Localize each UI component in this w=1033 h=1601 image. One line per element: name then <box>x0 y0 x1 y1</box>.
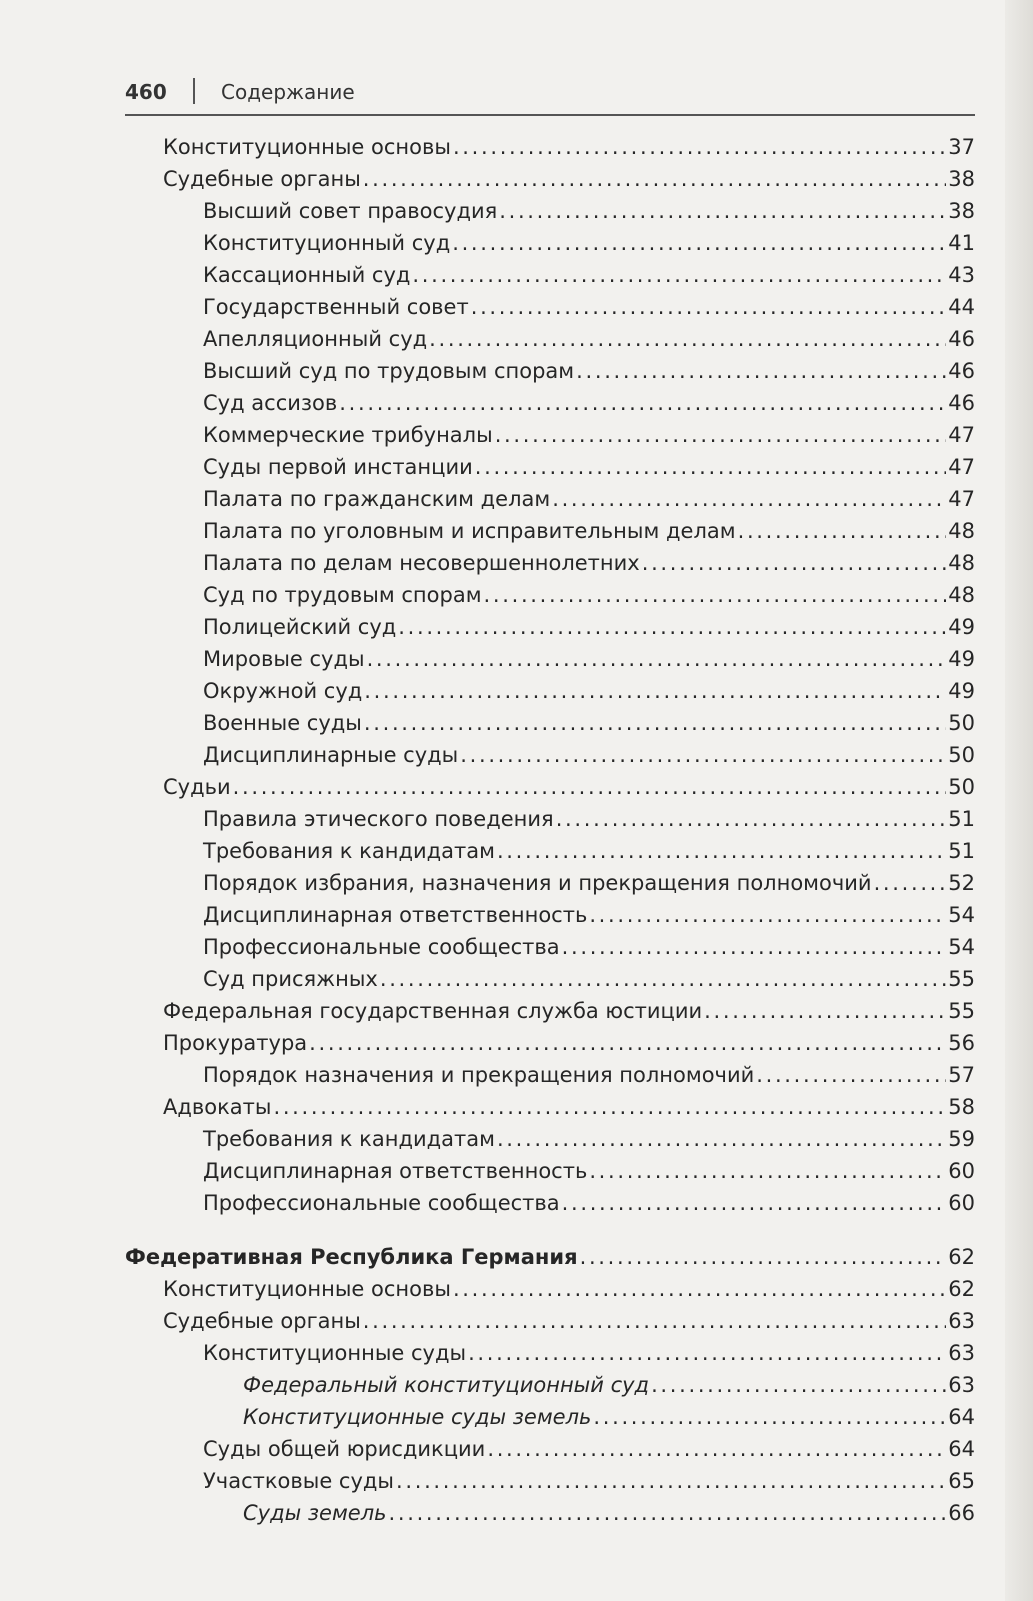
toc-entry <box>125 291 975 323</box>
toc-dot-leader <box>756 1059 946 1091</box>
toc-entry-page-number: 57 <box>948 1063 975 1087</box>
toc-entry-title: Порядок назначения и прекращения полномочий <box>203 1063 755 1087</box>
toc-entry <box>125 1091 975 1123</box>
toc-entry-title: Конституционные суды земель <box>243 1405 592 1429</box>
toc-entry <box>125 1465 975 1497</box>
toc-dot-leader <box>576 355 946 387</box>
toc-entry <box>125 963 975 995</box>
toc-entry-title: Суд присяжных <box>203 967 378 991</box>
toc-dot-leader <box>556 803 947 835</box>
toc-entry-title: Высший совет правосудия <box>203 199 498 223</box>
toc-entry-title: Высший суд по трудовым спорам <box>203 359 575 383</box>
toc-entry <box>125 899 975 931</box>
toc-entry-title: Требования к кандидатам <box>203 1127 495 1151</box>
toc-entry-page-number: 46 <box>948 391 975 415</box>
toc-entry-title: Федеральная государственная служба юстиции <box>163 999 703 1023</box>
toc-entry-page-number: 51 <box>948 807 975 831</box>
toc-dot-leader <box>704 995 946 1027</box>
toc-entry <box>125 1027 975 1059</box>
toc-entry-title: Полицейский суд <box>203 615 397 639</box>
toc-dot-leader <box>412 259 946 291</box>
toc-entry <box>125 675 975 707</box>
toc-dot-leader <box>484 579 947 611</box>
toc-entry-title: Участковые суды <box>203 1469 395 1493</box>
toc-dot-leader <box>580 1241 947 1273</box>
toc-dot-leader <box>364 675 946 707</box>
toc-dot-leader <box>562 931 947 963</box>
toc-entry-title: Палата по делам несовершеннолетних <box>203 551 640 575</box>
toc-entry <box>125 1369 975 1401</box>
header-divider <box>193 78 195 104</box>
toc-entry-page-number: 62 <box>948 1245 975 1269</box>
toc-entry-title: Суд по трудовым спорам <box>203 583 482 607</box>
toc-entry-page-number: 48 <box>948 583 975 607</box>
toc-dot-leader <box>453 1273 946 1305</box>
toc-entry <box>125 771 975 803</box>
toc-entry-title: Правила этического поведения <box>203 807 554 831</box>
toc-dot-leader <box>471 291 947 323</box>
toc-entry-title: Суды земель <box>243 1501 387 1525</box>
toc-entry-title: Судебные органы <box>163 167 361 191</box>
toc-entry-page-number: 55 <box>948 967 975 991</box>
toc-entry-page-number: 52 <box>948 871 975 895</box>
toc-dot-leader <box>651 1369 946 1401</box>
toc-entry-page-number: 47 <box>948 455 975 479</box>
toc-entry-page-number: 38 <box>948 167 975 191</box>
toc-entry <box>125 1273 975 1305</box>
toc-entry <box>125 867 975 899</box>
toc-entry <box>125 643 975 675</box>
toc-entry-page-number: 50 <box>948 711 975 735</box>
toc-entry-title: Апелляционный суд <box>203 327 428 351</box>
toc-entry-page-number: 50 <box>948 775 975 799</box>
toc-entry-page-number: 66 <box>948 1501 975 1525</box>
toc-entry <box>125 1187 975 1219</box>
toc-entry-title: Суд ассизов <box>203 391 338 415</box>
toc-entry-title: Суды общей юрисдикции <box>203 1437 486 1461</box>
toc-dot-leader <box>452 227 946 259</box>
toc-entry-page-number: 48 <box>948 519 975 543</box>
toc-entry-title: Кассационный суд <box>203 263 411 287</box>
toc-entry-page-number: 49 <box>948 679 975 703</box>
toc-entry <box>125 131 975 163</box>
toc-dot-leader <box>738 515 947 547</box>
page-number: 460 <box>125 80 167 104</box>
toc-entry <box>125 1155 975 1187</box>
toc-entry-title: Профессиональные сообщества <box>203 1191 560 1215</box>
toc-entry-title: Коммерческие трибуналы <box>203 423 493 447</box>
toc-entry-title: Конституционные основы <box>163 1277 451 1301</box>
toc-dot-leader <box>468 1337 946 1369</box>
toc-entry-page-number: 63 <box>948 1373 975 1397</box>
toc-chapter-entry <box>125 1241 975 1273</box>
toc-entry-title: Палата по гражданским делам <box>203 487 551 511</box>
toc-entry-page-number: 54 <box>948 935 975 959</box>
toc-dot-leader <box>364 707 946 739</box>
toc-entry-page-number: 58 <box>948 1095 975 1119</box>
toc-entry-title: Дисциплинарная ответственность <box>203 903 588 927</box>
toc-entry <box>125 1337 975 1369</box>
toc-entry-page-number: 46 <box>948 359 975 383</box>
toc-dot-leader <box>339 387 946 419</box>
toc-dot-leader <box>593 1401 946 1433</box>
toc-entry <box>125 1401 975 1433</box>
toc-entry <box>125 259 975 291</box>
toc-entry <box>125 1305 975 1337</box>
toc-dot-leader <box>363 163 946 195</box>
toc-dot-leader <box>562 1187 947 1219</box>
toc-entry-title: Адвокаты <box>163 1095 272 1119</box>
toc-entry-page-number: 63 <box>948 1309 975 1333</box>
section-title: Содержание <box>221 80 355 104</box>
toc-entry <box>125 547 975 579</box>
toc-entry-page-number: 64 <box>948 1405 975 1429</box>
toc-entry-page-number: 41 <box>948 231 975 255</box>
toc-entry-title: Дисциплинарная ответственность <box>203 1159 588 1183</box>
toc-entry-title: Конституционные основы <box>163 135 451 159</box>
toc-entry-title: Военные суды <box>203 711 362 735</box>
toc-entry <box>125 803 975 835</box>
toc-entry-page-number: 56 <box>948 1031 975 1055</box>
toc-entry-page-number: 49 <box>948 615 975 639</box>
toc-entry <box>125 195 975 227</box>
toc-dot-leader <box>396 1465 946 1497</box>
toc-entry <box>125 355 975 387</box>
toc-entry <box>125 163 975 195</box>
toc-dot-leader <box>589 899 946 931</box>
toc-dot-leader <box>874 867 947 899</box>
toc-dot-leader <box>367 643 947 675</box>
toc-entry-page-number: 60 <box>948 1159 975 1183</box>
toc-dot-leader <box>497 835 946 867</box>
toc-dot-leader <box>497 1123 946 1155</box>
toc-entry-title: Окружной суд <box>203 679 363 703</box>
toc-entry-page-number: 63 <box>948 1341 975 1365</box>
toc-entry-page-number: 37 <box>948 135 975 159</box>
toc-entry-page-number: 47 <box>948 423 975 447</box>
toc-entry <box>125 515 975 547</box>
toc-entry <box>125 931 975 963</box>
toc-dot-leader <box>453 131 946 163</box>
toc-entry-title: Палата по уголовным и исправительным делам <box>203 519 736 543</box>
toc-entry-page-number: 59 <box>948 1127 975 1151</box>
toc-entry <box>125 419 975 451</box>
toc-dot-leader <box>475 451 947 483</box>
toc-dot-leader <box>363 1305 946 1337</box>
toc-entry-title: Прокуратура <box>163 1031 308 1055</box>
toc-entry-page-number: 64 <box>948 1437 975 1461</box>
toc-entry <box>125 323 975 355</box>
toc-entry-page-number: 48 <box>948 551 975 575</box>
toc-entry <box>125 1059 975 1091</box>
toc-entry <box>125 579 975 611</box>
toc-dot-leader <box>389 1497 947 1529</box>
toc-entry-title: Дисциплинарные суды <box>203 743 459 767</box>
toc-entry-title: Порядок избрания, назначения и прекращения полномочий <box>203 871 872 895</box>
toc-entry-title: Конституционные суды <box>203 1341 467 1365</box>
toc-entry-page-number: 46 <box>948 327 975 351</box>
toc-entry-page-number: 60 <box>948 1191 975 1215</box>
toc-dot-leader <box>552 483 946 515</box>
toc-entry-page-number: 54 <box>948 903 975 927</box>
toc-entry-title: Конституционный суд <box>203 231 451 255</box>
toc-entry <box>125 451 975 483</box>
toc-entry-title: Мировые суды <box>203 647 365 671</box>
toc-entry-page-number: 55 <box>948 999 975 1023</box>
toc-dot-leader <box>460 739 946 771</box>
toc-dot-leader <box>309 1027 946 1059</box>
toc-entry-page-number: 62 <box>948 1277 975 1301</box>
page-edge <box>1005 0 1033 1601</box>
toc-entry-title: Судьи <box>163 775 231 799</box>
toc-entry-title: Федеральный конституционный суд <box>243 1373 650 1397</box>
toc-entry-page-number: 65 <box>948 1469 975 1493</box>
toc-entry <box>125 995 975 1027</box>
toc-dot-leader <box>398 611 946 643</box>
toc-dot-leader <box>380 963 946 995</box>
toc-entry-page-number: 51 <box>948 839 975 863</box>
toc-entry <box>125 227 975 259</box>
table-of-contents <box>125 131 975 1529</box>
toc-entry <box>125 1123 975 1155</box>
toc-entry-page-number: 43 <box>948 263 975 287</box>
toc-dot-leader <box>495 419 947 451</box>
toc-dot-leader <box>589 1155 946 1187</box>
toc-entry-page-number: 38 <box>948 199 975 223</box>
toc-dot-leader <box>642 547 947 579</box>
toc-dot-leader <box>499 195 946 227</box>
toc-dot-leader <box>233 771 947 803</box>
toc-entry-title: Судебные органы <box>163 1309 361 1333</box>
toc-dot-leader <box>429 323 946 355</box>
toc-entry <box>125 835 975 867</box>
toc-entry <box>125 611 975 643</box>
toc-entry-title: Государственный совет <box>203 295 469 319</box>
toc-entry-page-number: 49 <box>948 647 975 671</box>
toc-dot-leader <box>273 1091 946 1123</box>
page-header <box>125 76 975 116</box>
toc-entry-page-number: 44 <box>948 295 975 319</box>
toc-dot-leader <box>487 1433 946 1465</box>
toc-entry <box>125 1497 975 1529</box>
toc-entry-title: Суды первой инстанции <box>203 455 473 479</box>
toc-entry <box>125 1433 975 1465</box>
toc-entry <box>125 707 975 739</box>
toc-entry <box>125 387 975 419</box>
toc-entry-page-number: 47 <box>948 487 975 511</box>
toc-entry <box>125 739 975 771</box>
toc-entry-title: Профессиональные сообщества <box>203 935 560 959</box>
toc-entry-title: Федеративная Республика Германия <box>125 1245 578 1269</box>
toc-entry-page-number: 50 <box>948 743 975 767</box>
toc-entry-title: Требования к кандидатам <box>203 839 495 863</box>
toc-entry <box>125 483 975 515</box>
